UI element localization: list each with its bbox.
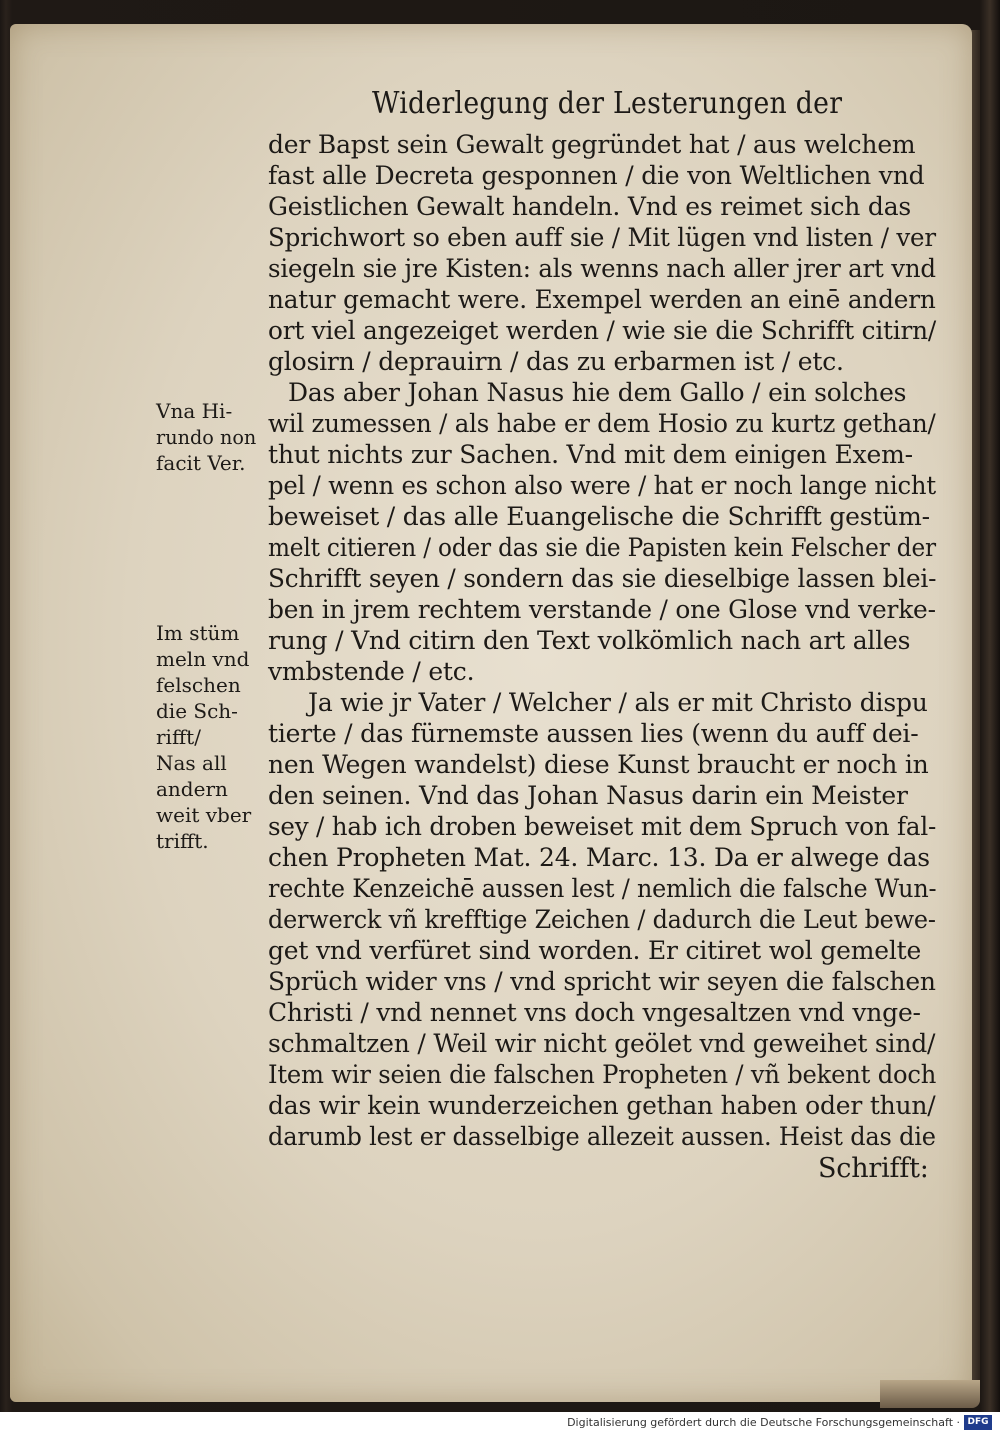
text-line: pel / wenn es schon also were / hat er noch lange nicht [268, 471, 936, 500]
text-line: get vnd verfüret sind worden. Er citiret wol gemelte [268, 936, 922, 965]
text-line: darumb lest er dasselbige allezeit aussen. Heist das die [268, 1122, 936, 1151]
dfg-logo-icon: DFG [964, 1415, 992, 1430]
text-line: das wir kein wunderzeichen gethan haben oder thun/ [268, 1091, 936, 1120]
footer-credit: Digitalisierung gefördert durch die Deutsche Forschungsgemeinschaft · [567, 1416, 960, 1429]
text-line: siegeln sie jre Kisten: als wenns nach aller jrer art vnd [268, 254, 936, 283]
text-line: Item wir seien die falschen Propheten / vñ bekent doch [268, 1060, 937, 1089]
text-line: thut nichts zur Sachen. Vnd mit dem einigen Exem- [268, 440, 913, 469]
text-line: fast alle Decreta gesponnen / die von Weltlichen vnd [268, 161, 925, 190]
text-line: rechte Kenzeichē aussen lest / nemlich die falsche Wun- [268, 874, 937, 903]
text-line: ort viel angezeiget werden / wie sie die Schrifft citirn/ [268, 316, 937, 345]
text-line: sey / hab ich droben beweiset mit dem Spruch von fal- [268, 812, 937, 841]
text-line: Sprichwort so eben auff sie / Mit lügen vnd listen / ver [268, 223, 936, 252]
running-head: Widerlegung der Lesterungen der [372, 86, 843, 121]
text-line: Geistlichen Gewalt handeln. Vnd es reimet sich das [268, 192, 912, 221]
text-line: Sprüch wider vns / vnd spricht wir seyen die falschen [268, 967, 936, 996]
text-line: Christi / vnd nennet vns doch vngesaltzen vnd vnge- [268, 998, 921, 1027]
text-line: natur gemacht were. Exempel werden an einē andern [268, 285, 936, 314]
margin-note-line: Im stüm [156, 621, 240, 645]
text-line: ben in jrem rechtem verstande / one Glose vnd verke- [268, 595, 936, 624]
catchword: Schrifft: [818, 1153, 929, 1184]
margin-note-line: Nas all [156, 751, 227, 775]
text-line: Ja wie jr Vater / Welcher / als er mit Christo dispu [308, 688, 928, 717]
margin-note-line: trifft. [156, 829, 209, 853]
text-line: Das aber Johan Nasus hie dem Gallo / ein solches [288, 378, 907, 407]
margin-note-line: weit vber [156, 803, 252, 827]
margin-note-line: meln vnd [156, 647, 250, 671]
text-line: nen Wegen wandelst) diese Kunst braucht er noch in [268, 750, 929, 779]
text-line: den seinen. Vnd das Johan Nasus darin ein Meister [268, 781, 908, 810]
text-line: vmbstende / etc. [268, 657, 475, 686]
margin-note-line: die Sch- [156, 699, 238, 723]
text-line: der Bapst sein Gewalt gegründet hat / aus welchem [268, 130, 916, 159]
text-line: wil zumessen / als habe er dem Hosio zu kurtz gethan/ [268, 409, 936, 438]
margin-note-line: facit Ver. [156, 451, 246, 475]
margin-note-line: rifft/ [156, 725, 201, 749]
margin-note-line: Vna Hi- [156, 399, 233, 423]
text-line: tierte / das fürnemste aussen lies (wenn du auff dei- [268, 719, 919, 748]
margin-note-line: andern [156, 777, 228, 801]
text-line: beweiset / das alle Euangelische die Schrifft gestüm- [268, 502, 930, 531]
text-line: Schrifft seyen / sondern das sie dieselbige lassen blei- [268, 564, 937, 593]
page-corner [880, 1380, 980, 1408]
margin-note-line: felschen [156, 673, 241, 697]
text-line: derwerck vñ krefftige Zeichen / dadurch die Leut bewe- [268, 905, 936, 934]
margin-note-line: rundo non [156, 425, 257, 449]
text-line: chen Propheten Mat. 24. Marc. 13. Da er alwege das [268, 843, 930, 872]
text-line: glosirn / deprauirn / das zu erbarmen ist / etc. [268, 347, 844, 376]
text-line: schmaltzen / Weil wir nicht geölet vnd geweihet sind/ [268, 1029, 936, 1058]
text-line: melt citieren / oder das sie die Papisten kein Felscher der [268, 533, 936, 562]
text-line: rung / Vnd citirn den Text volkömlich nach art alles [268, 626, 911, 655]
